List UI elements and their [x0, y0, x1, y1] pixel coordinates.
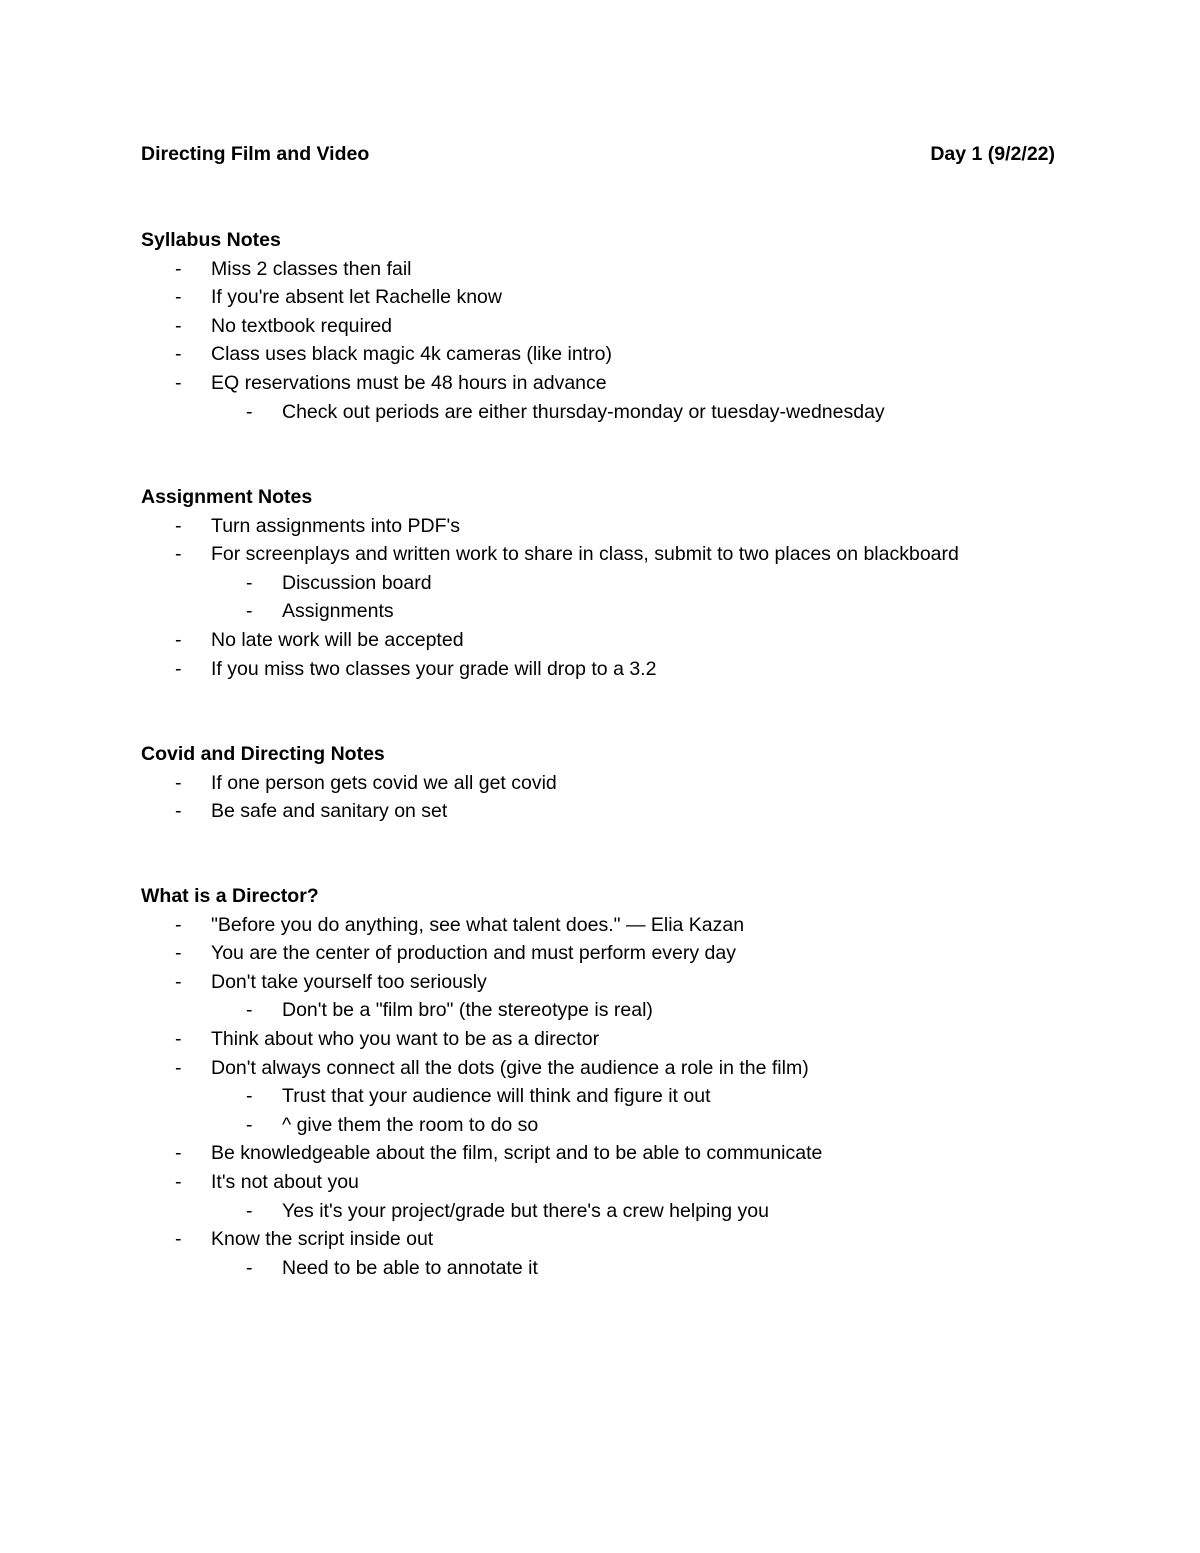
list-item-text: Think about who you want to be as a director	[211, 1027, 600, 1050]
bullet-dash: -	[175, 1027, 182, 1050]
list-item	[141, 340, 1101, 369]
list-item-text: No textbook required	[211, 314, 393, 337]
list-item	[141, 1139, 1101, 1168]
bullet-dash: -	[175, 1056, 182, 1079]
document-date: Day 1 (9/2/22)	[930, 143, 1055, 165]
bullet-dash: -	[175, 913, 182, 936]
bullet-dash: -	[175, 628, 182, 651]
section-heading: Assignment Notes	[141, 486, 313, 508]
bullet-dash: -	[246, 571, 253, 594]
bullet-dash: -	[246, 1256, 253, 1279]
list-item	[141, 911, 1101, 940]
list-item	[141, 512, 1101, 541]
list-item	[141, 369, 1101, 398]
bullet-dash: -	[175, 314, 182, 337]
section-what-is-a-director	[141, 882, 1101, 1282]
list-item	[141, 939, 1101, 968]
sub-list-item	[141, 1082, 1101, 1111]
bullet-dash: -	[246, 1199, 253, 1222]
list-item-text: Miss 2 classes then fail	[211, 257, 412, 280]
list-item-text: For screenplays and written work to share in class, submit to two places on blackboard	[211, 543, 959, 566]
list-item-text: Discussion board	[282, 571, 432, 594]
list-item-text: "Before you do anything, see what talent does." — Elia Kazan	[211, 913, 745, 936]
bullet-dash: -	[175, 371, 182, 394]
list-item	[141, 540, 1101, 569]
list-item-text: You are the center of production and must perform every day	[211, 942, 736, 965]
bullet-dash: -	[175, 800, 182, 823]
section-covid-and-directing-notes	[141, 740, 1101, 826]
section-syllabus-notes	[141, 226, 1101, 426]
bullet-dash: -	[175, 1170, 182, 1193]
section-assignment-notes	[141, 483, 1101, 683]
bullet-dash: -	[246, 400, 253, 423]
list-item-text: EQ reservations must be 48 hours in advance	[211, 371, 607, 394]
section-heading: What is a Director?	[141, 885, 319, 907]
list-item	[141, 283, 1101, 312]
list-item	[141, 255, 1101, 284]
list-item-text: Trust that your audience will think and figure it out	[282, 1085, 711, 1108]
bullet-dash: -	[175, 514, 182, 537]
bullet-dash: -	[175, 771, 182, 794]
list-item-text: Assignments	[282, 600, 394, 623]
list-item	[141, 797, 1101, 826]
list-item	[141, 655, 1101, 684]
list-item	[141, 312, 1101, 341]
list-item-text: If one person gets covid we all get covid	[211, 771, 557, 794]
list-item	[141, 1168, 1101, 1197]
list-item-text: Know the script inside out	[211, 1228, 434, 1251]
bullet-dash: -	[175, 543, 182, 566]
bullet-dash: -	[175, 1142, 182, 1165]
list-item-text: If you're absent let Rachelle know	[211, 286, 502, 309]
sub-list-item	[141, 597, 1101, 626]
bullet-dash: -	[175, 942, 182, 965]
bullet-dash: -	[175, 970, 182, 993]
list-item	[141, 1054, 1101, 1083]
list-item	[141, 968, 1101, 997]
sub-list-item	[141, 1197, 1101, 1226]
bullet-dash: -	[246, 999, 253, 1022]
list-item-text: Be safe and sanitary on set	[211, 800, 448, 823]
bullet-dash: -	[175, 257, 182, 280]
list-item-text: Don't be a "film bro" (the stereotype is real)	[282, 999, 653, 1022]
list-item-text: Turn assignments into PDF's	[211, 514, 461, 537]
list-item-text: Don't always connect all the dots (give the audience a role in the film)	[211, 1056, 809, 1079]
bullet-dash: -	[175, 286, 182, 309]
list-item	[141, 1025, 1101, 1054]
sub-list-item	[141, 569, 1101, 598]
bullet-dash: -	[175, 1228, 182, 1251]
sub-list-item	[141, 398, 1101, 427]
sub-list-item	[141, 1111, 1101, 1140]
list-item-text: Check out periods are either thursday-monday or tuesday-wednesday	[282, 400, 885, 423]
list-item-text: Class uses black magic 4k cameras (like intro)	[211, 343, 612, 366]
section-heading: Covid and Directing Notes	[141, 743, 385, 765]
bullet-dash: -	[175, 343, 182, 366]
document-title: Directing Film and Video	[141, 143, 370, 165]
list-item-text: Yes it's your project/grade but there's a crew helping you	[282, 1199, 769, 1222]
sub-list-item	[141, 1254, 1101, 1283]
list-item-text: No late work will be accepted	[211, 628, 464, 651]
bullet-dash: -	[246, 1085, 253, 1108]
list-item-text: ^ give them the room to do so	[282, 1113, 539, 1136]
sub-list-item	[141, 996, 1101, 1025]
section-heading: Syllabus Notes	[141, 229, 281, 251]
list-item-text: It's not about you	[211, 1170, 359, 1193]
list-item-text: Be knowledgeable about the film, script and to be able to communicate	[211, 1142, 823, 1165]
list-item	[141, 1225, 1101, 1254]
document-header	[141, 140, 1055, 168]
bullet-dash: -	[175, 657, 182, 680]
list-item-text: Need to be able to annotate it	[282, 1256, 538, 1279]
list-item-text: If you miss two classes your grade will drop to a 3.2	[211, 657, 657, 680]
list-item	[141, 769, 1101, 798]
list-item	[141, 626, 1101, 655]
list-item-text: Don't take yourself too seriously	[211, 970, 487, 993]
bullet-dash: -	[246, 1113, 253, 1136]
bullet-dash: -	[246, 600, 253, 623]
